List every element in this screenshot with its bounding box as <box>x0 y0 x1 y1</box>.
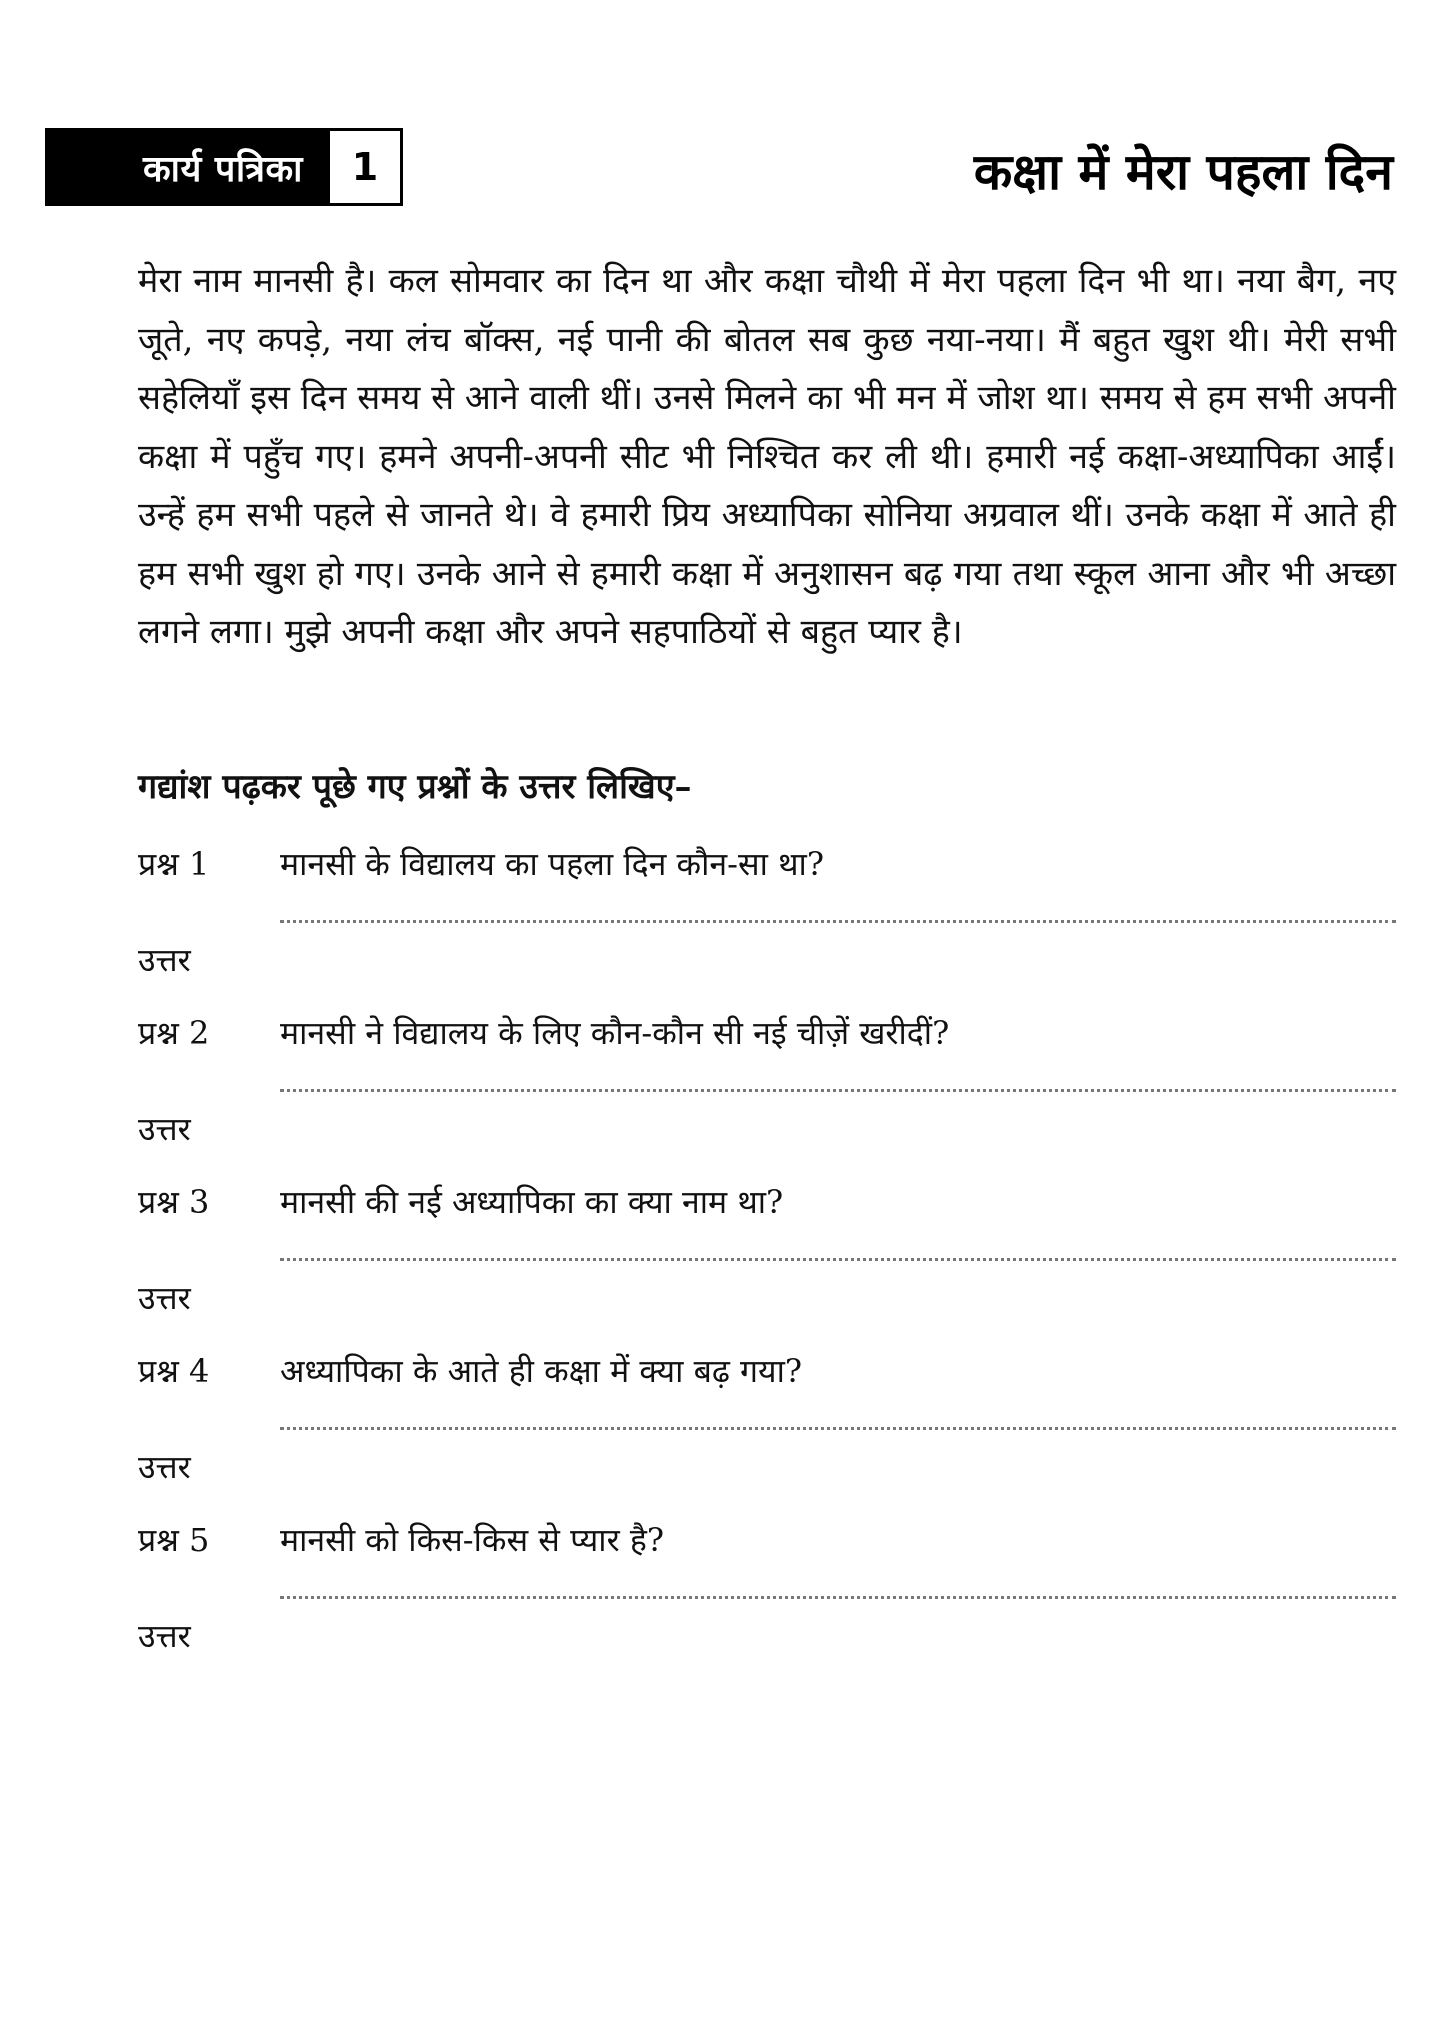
question-list <box>138 842 1396 1687</box>
instruction-heading: गद्यांश पढ़कर पूछे गए प्रश्नों के उत्तर लिखिए– <box>138 767 692 807</box>
worksheet-number: 1 <box>327 128 403 206</box>
answer-line[interactable] <box>280 1258 1396 1261</box>
question-block-1 <box>138 842 1396 1011</box>
answer-label: उत्तर <box>138 941 191 979</box>
question-label: प्रश्न 3 <box>138 1183 210 1221</box>
question-label: प्रश्न 4 <box>138 1352 210 1390</box>
reading-passage: मेरा नाम मानसी है। कल सोमवार का दिन था और कक्षा चौथी में मेरा पहला दिन भी था। नया बैग, नए जूते, नए कपड़े, नया लंच बॉक्स, नई पानी की बोतल सब कुछ नया-नया। मैं बहुत खुश थी। मेरी सभी सहेलियाँ इस दिन समय से आने वाली थीं। उनसे मिलने का भी मन में जोश था। समय से हम सभी अपनी कक्षा में पहुँच गए। हमने अपनी-अपनी सीट भी निश्चित कर ली थी। हमारी नई कक्षा-अध्यापिका आईं। उन्हें हम सभी पहले से जानते थे। वे हमारी प्रिय अध्यापिका सोनिया अग्रवाल थीं। उनके कक्षा में आते ही हम सभी खुश हो गए। उनके आने से हमारी कक्षा में अनुशासन बढ़ गया तथा स्कूल आना और भी अच्छा लगने लगा। मुझे अपनी कक्षा और अपने सहपाठियों से बहुत प्यार है। <box>138 261 1396 652</box>
answer-line[interactable] <box>280 920 1396 923</box>
answer-label: उत्तर <box>138 1279 191 1317</box>
answer-label: उत्तर <box>138 1617 191 1655</box>
question-label: प्रश्न 5 <box>138 1521 210 1559</box>
answer-line[interactable] <box>280 1089 1396 1092</box>
answer-label: उत्तर <box>138 1448 191 1486</box>
question-label: प्रश्न 2 <box>138 1014 210 1052</box>
question-block-3 <box>138 1180 1396 1349</box>
worksheet-label: कार्य पत्रिका <box>45 128 327 206</box>
answer-line[interactable] <box>280 1427 1396 1430</box>
question-text: मानसी के विद्यालय का पहला दिन कौन-सा था? <box>280 845 824 883</box>
page-title: कक्षा में मेरा पहला दिन <box>973 143 1393 201</box>
answer-line[interactable] <box>280 1596 1396 1599</box>
question-text: अध्यापिका के आते ही कक्षा में क्या बढ़ गया? <box>280 1352 803 1390</box>
question-text: मानसी ने विद्यालय के लिए कौन-कौन सी नई चीज़ें खरीदीं? <box>280 1014 950 1052</box>
question-label: प्रश्न 1 <box>138 845 210 883</box>
question-block-2 <box>138 1011 1396 1180</box>
question-block-4 <box>138 1349 1396 1518</box>
worksheet-tag <box>45 128 403 206</box>
question-text: मानसी को किस-किस से प्यार है? <box>280 1521 664 1559</box>
answer-label: उत्तर <box>138 1110 191 1148</box>
question-text: मानसी की नई अध्यापिका का क्या नाम था? <box>280 1183 784 1221</box>
question-block-5 <box>138 1518 1396 1687</box>
